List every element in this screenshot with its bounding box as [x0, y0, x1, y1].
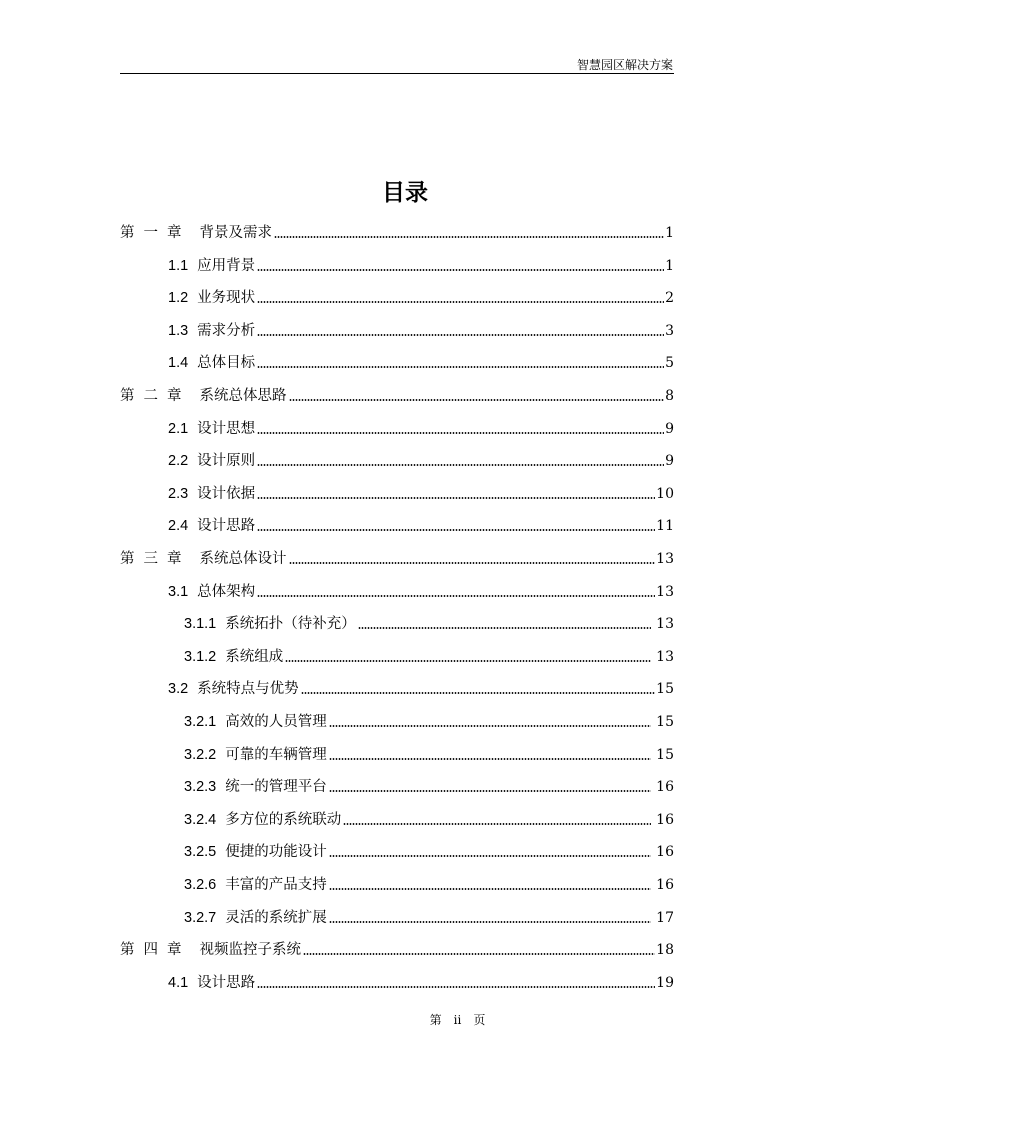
toc-dot-leader — [329, 888, 651, 890]
toc-page-number: 16 — [656, 877, 674, 893]
toc-section-entry[interactable] — [120, 286, 674, 308]
toc-page-number: 18 — [656, 942, 674, 958]
toc-page-number: 13 — [656, 649, 674, 665]
toc-dot-leader — [257, 366, 664, 368]
toc-section-entry[interactable] — [120, 710, 674, 732]
toc-section-number: 3.1.1 — [184, 616, 217, 632]
toc-section-entry[interactable] — [120, 319, 674, 341]
toc-section-number: 3.2.5 — [184, 844, 217, 860]
toc-dot-leader — [257, 529, 655, 531]
toc-entry-title: 总体架构 — [197, 584, 256, 600]
toc-title: 目录 — [382, 180, 428, 206]
header-rule — [120, 73, 674, 74]
toc-page-number: 1 — [665, 225, 674, 241]
toc-section-number: 4.1 — [168, 975, 189, 991]
header-title: 智慧园区解决方案 — [576, 58, 673, 72]
toc-page-number: 13 — [656, 551, 674, 567]
toc-section-entry[interactable] — [120, 351, 674, 373]
toc-dot-leader — [329, 790, 651, 792]
toc-entry-title: 系统总体设计 — [199, 551, 287, 567]
toc-section-number: 3.2.2 — [184, 747, 217, 763]
toc-page-number: 11 — [656, 518, 674, 534]
toc-page-number: 15 — [656, 714, 674, 730]
toc-chapter-label-part: 第 — [120, 551, 135, 567]
toc-entry-title: 背景及需求 — [199, 225, 272, 241]
toc-dot-leader — [329, 921, 651, 923]
toc-section-number: 3.2.7 — [184, 910, 217, 926]
toc-page-number: 13 — [656, 584, 674, 600]
toc-section-number: 1.3 — [168, 323, 189, 339]
toc-dot-leader — [257, 301, 664, 303]
toc-section-number: 2.1 — [168, 421, 189, 437]
toc-entry-title: 需求分析 — [197, 323, 256, 339]
toc-page-number: 15 — [656, 747, 674, 763]
toc-section-entry[interactable] — [120, 775, 674, 797]
toc-entry-title: 视频监控子系统 — [199, 942, 301, 958]
toc-dot-leader — [329, 758, 651, 760]
footer-prefix: 第 — [429, 1013, 442, 1027]
toc-section-entry[interactable] — [120, 743, 674, 765]
toc-section-number: 3.1 — [168, 584, 189, 600]
toc-dot-leader — [358, 627, 651, 629]
toc-dot-leader — [329, 725, 651, 727]
toc-page-number: 16 — [656, 844, 674, 860]
toc-dot-leader — [289, 562, 656, 564]
toc-entry-title: 系统特点与优势 — [197, 681, 299, 697]
toc-chapter-label — [120, 386, 191, 406]
toc-section-entry[interactable] — [120, 482, 674, 504]
toc-page-number: 17 — [656, 910, 674, 926]
toc-chapter-entry[interactable] — [120, 221, 674, 243]
page-footer — [120, 1012, 795, 1028]
toc-dot-leader — [303, 953, 655, 955]
toc-section-entry[interactable] — [120, 417, 674, 439]
toc-entry-title: 总体目标 — [197, 355, 256, 371]
toc-page-number: 16 — [656, 779, 674, 795]
toc-entry-title: 灵活的系统扩展 — [225, 910, 327, 926]
toc-dot-leader — [257, 269, 664, 271]
toc-section-entry[interactable] — [120, 514, 674, 536]
toc-section-entry[interactable] — [120, 580, 674, 602]
toc-dot-leader — [343, 823, 651, 825]
toc-chapter-label-part: 二 — [143, 388, 158, 404]
toc-chapter-label — [120, 223, 191, 243]
toc-section-number: 2.4 — [168, 518, 189, 534]
toc-entry-title: 设计思路 — [197, 518, 256, 534]
toc-entry-title: 便捷的功能设计 — [225, 844, 327, 860]
toc-chapter-label-part: 第 — [120, 942, 135, 958]
toc-section-number: 3.1.2 — [184, 649, 217, 665]
toc-page-number: 8 — [665, 388, 674, 404]
toc-section-entry[interactable] — [120, 645, 674, 667]
toc-section-number: 1.1 — [168, 258, 189, 274]
toc-chapter-label-part: 章 — [167, 225, 182, 241]
toc-section-number: 1.4 — [168, 355, 189, 371]
toc-chapter-label-part: 一 — [143, 225, 158, 241]
toc-dot-leader — [257, 497, 655, 499]
toc-chapter-entry[interactable] — [120, 384, 674, 406]
toc-entry-title: 设计原则 — [197, 453, 256, 469]
toc-section-entry[interactable] — [120, 612, 674, 634]
toc-dot-leader — [257, 334, 664, 336]
toc-entry-title: 设计思想 — [197, 421, 256, 437]
toc-chapter-label-part: 章 — [167, 942, 182, 958]
toc-entry-title: 系统拓扑（待补充） — [225, 616, 356, 632]
toc-section-entry[interactable] — [120, 677, 674, 699]
toc-section-entry[interactable] — [120, 808, 674, 830]
toc-chapter-label — [120, 549, 191, 569]
toc-section-entry[interactable] — [120, 840, 674, 862]
toc-dot-leader — [257, 464, 664, 466]
toc-page-number: 19 — [656, 975, 674, 991]
toc-chapter-label — [120, 940, 191, 960]
toc-chapter-label-part: 三 — [143, 551, 158, 567]
toc-page-number: 3 — [665, 323, 674, 339]
toc-section-number: 3.2.4 — [184, 812, 217, 828]
toc-page-number: 13 — [656, 616, 674, 632]
toc-page-number: 2 — [665, 290, 674, 306]
toc-section-entry[interactable] — [120, 971, 674, 993]
toc-page-number: 1 — [665, 258, 674, 274]
toc-section-number: 3.2.1 — [184, 714, 217, 730]
toc-entry-title: 多方位的系统联动 — [225, 812, 342, 828]
footer-page-number: ii — [453, 1013, 462, 1027]
toc-dot-leader — [285, 660, 651, 662]
toc-section-number: 1.2 — [168, 290, 189, 306]
toc-entry-title: 应用背景 — [197, 258, 256, 274]
toc-page-number: 9 — [665, 421, 674, 437]
toc-dot-leader — [289, 399, 665, 401]
toc-section-entry[interactable] — [120, 906, 674, 928]
toc-dot-leader — [257, 595, 655, 597]
toc-chapter-label-part: 第 — [120, 388, 135, 404]
toc-chapter-label-part: 四 — [143, 942, 158, 958]
toc-page-number: 16 — [656, 812, 674, 828]
toc-dot-leader — [329, 855, 651, 857]
toc-entry-title: 可靠的车辆管理 — [225, 747, 327, 763]
toc-entry-title: 设计思路 — [197, 975, 256, 991]
toc-page-number: 9 — [665, 453, 674, 469]
toc-entry-title: 丰富的产品支持 — [225, 877, 327, 893]
toc-page-number: 15 — [656, 681, 674, 697]
toc-dot-leader — [274, 236, 664, 238]
toc-section-entry[interactable] — [120, 873, 674, 895]
toc-section-number: 2.2 — [168, 453, 189, 469]
toc-chapter-entry[interactable] — [120, 938, 674, 960]
toc-dot-leader — [257, 432, 664, 434]
toc-section-number: 3.2.6 — [184, 877, 217, 893]
toc-dot-leader — [301, 692, 656, 694]
toc-section-entry[interactable] — [120, 254, 674, 276]
toc-entry-title: 系统总体思路 — [199, 388, 287, 404]
toc-chapter-label-part: 章 — [167, 388, 182, 404]
toc-section-entry[interactable] — [120, 449, 674, 471]
toc-chapter-label-part: 第 — [120, 225, 135, 241]
toc-entry-title: 业务现状 — [197, 290, 256, 306]
toc-entry-title: 高效的人员管理 — [225, 714, 327, 730]
toc-section-number: 3.2 — [168, 681, 189, 697]
toc-entry-title: 统一的管理平台 — [225, 779, 327, 795]
toc-chapter-label-part: 章 — [167, 551, 182, 567]
toc-section-number: 3.2.3 — [184, 779, 217, 795]
toc-entry-title: 系统组成 — [225, 649, 284, 665]
toc-chapter-entry[interactable] — [120, 547, 674, 569]
toc-section-number: 2.3 — [168, 486, 189, 502]
toc-page-number: 10 — [656, 486, 674, 502]
toc-page-number: 5 — [665, 355, 674, 371]
footer-suffix: 页 — [473, 1013, 486, 1027]
toc-dot-leader — [257, 986, 655, 988]
toc-entry-title: 设计依据 — [197, 486, 256, 502]
